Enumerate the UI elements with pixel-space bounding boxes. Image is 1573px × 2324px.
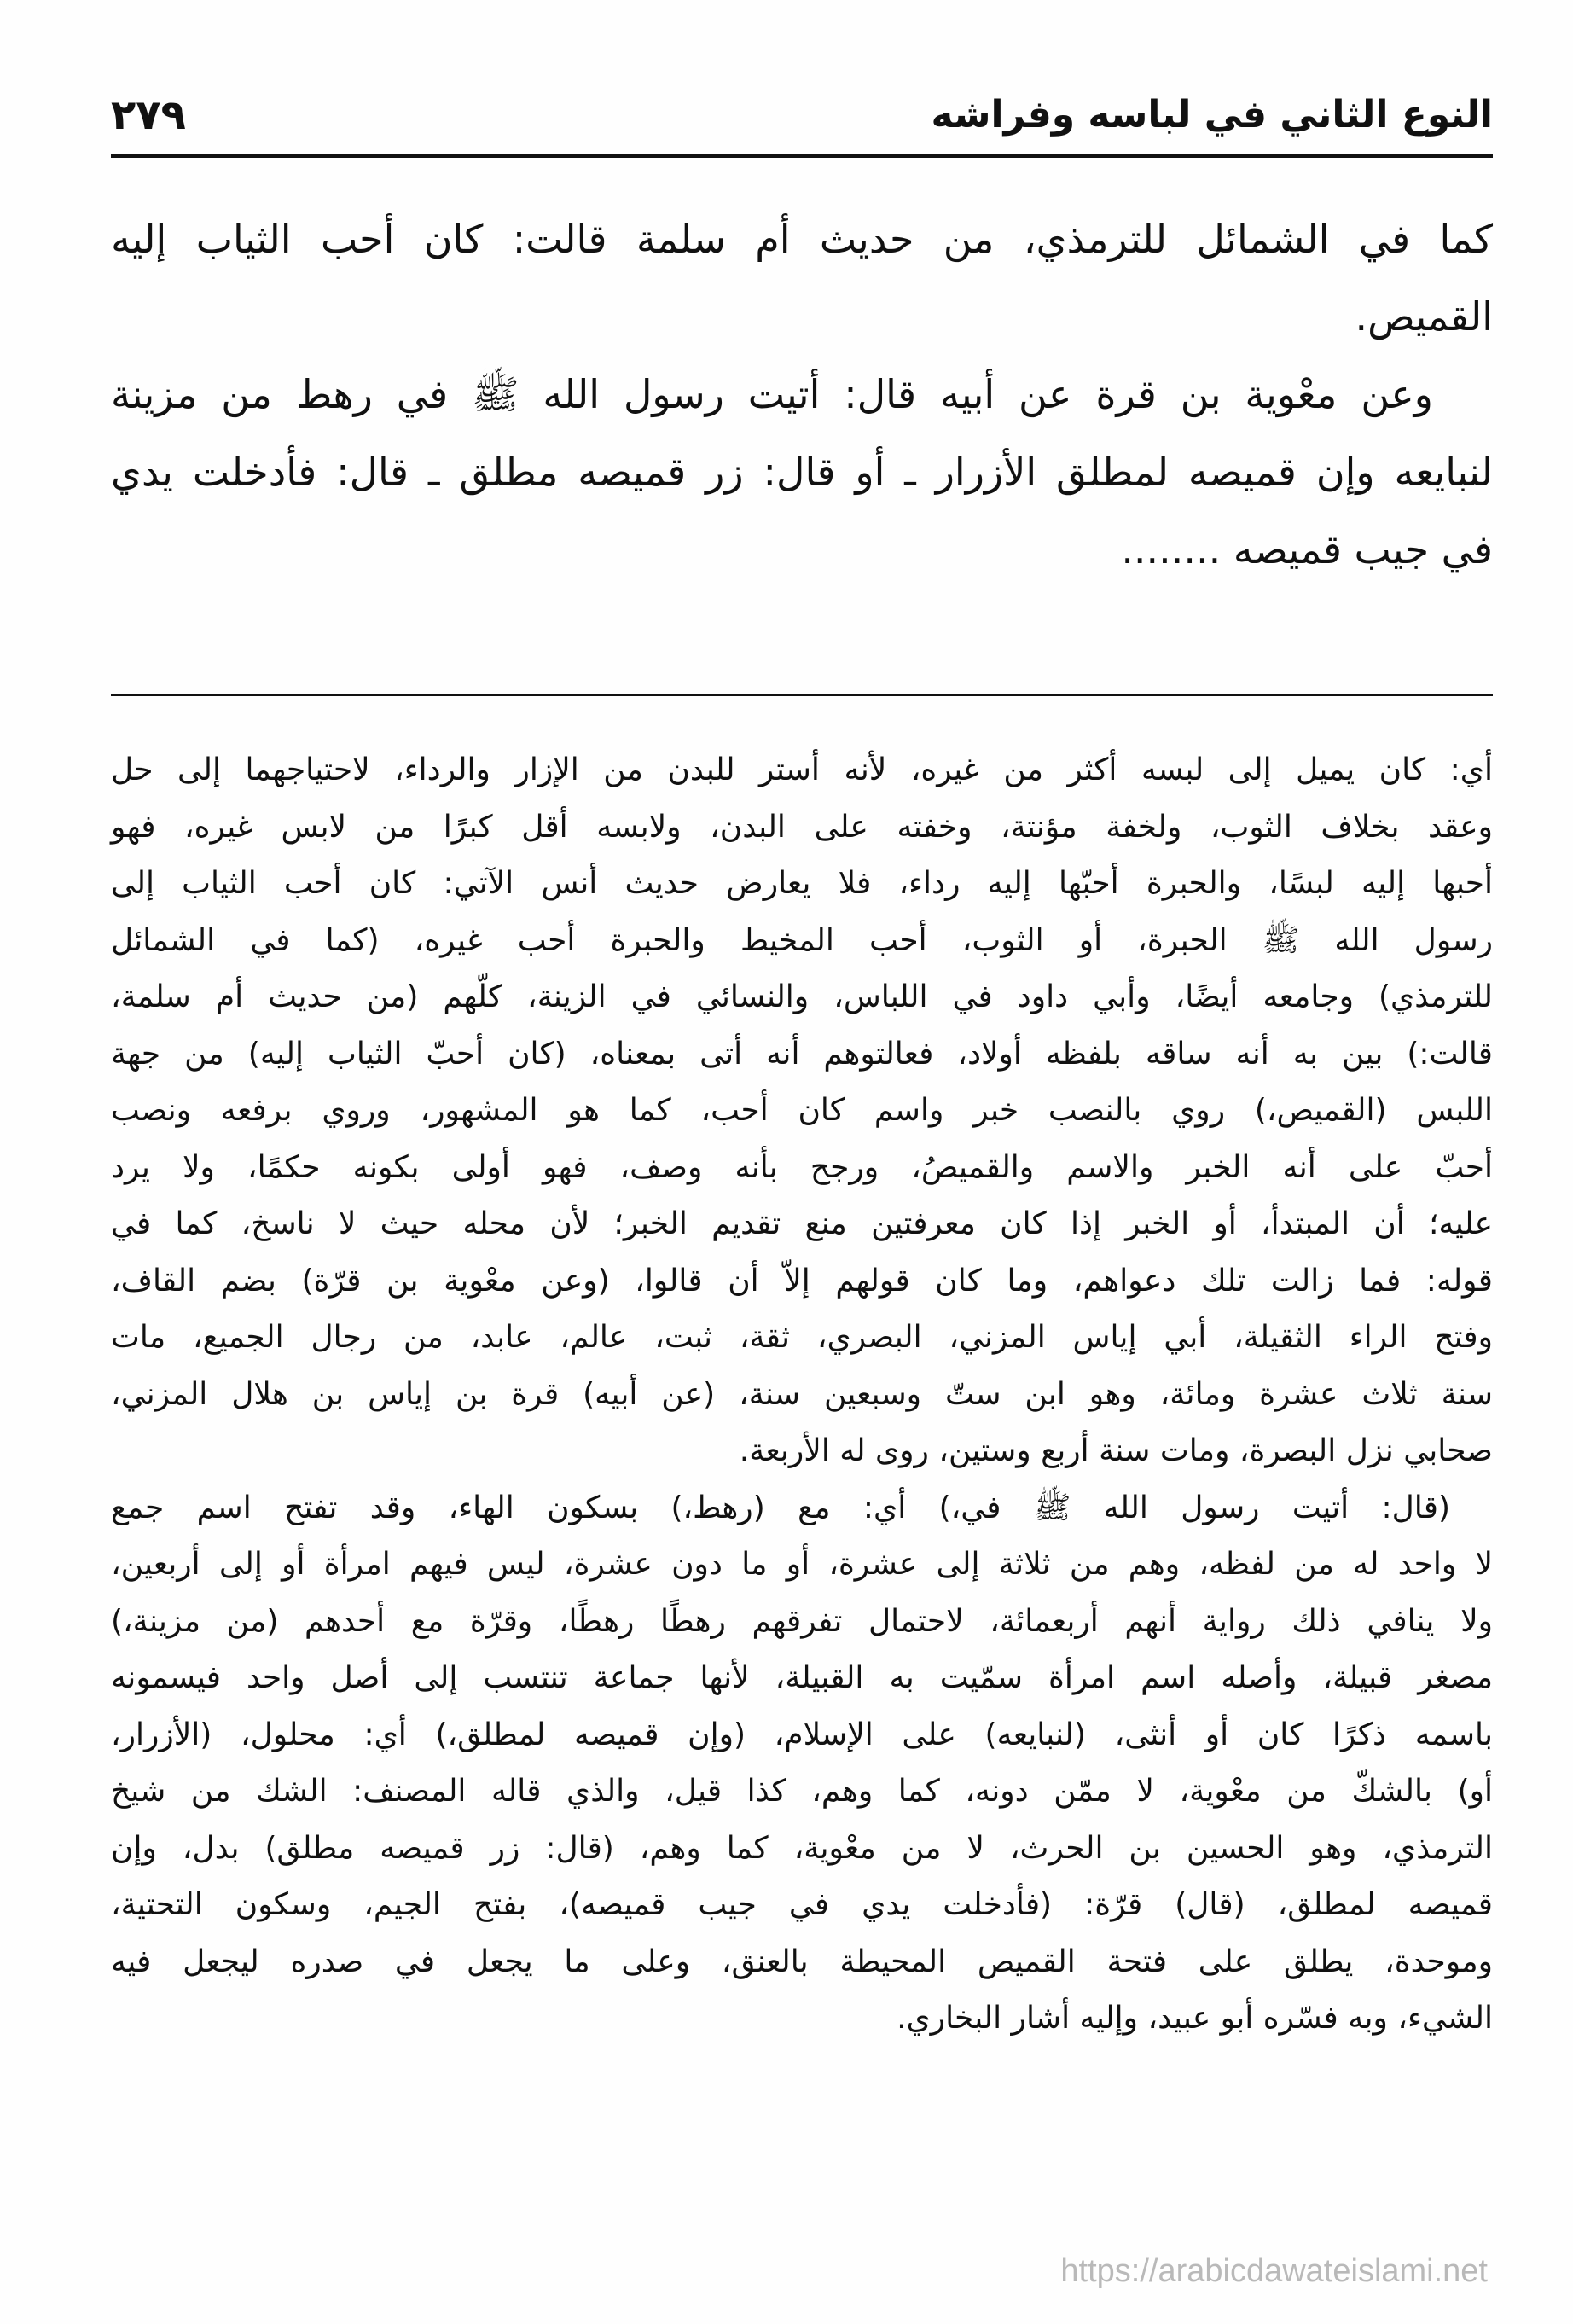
sharh-line: قميصه لمطلق، (قال) قرّة: (فأدخلت يدي في جيب قميصه)، بفتح الجيم، وسكون التحتية، xyxy=(111,1887,1493,1922)
header-rule xyxy=(111,154,1493,158)
matn-line: كما في الشمائل للترمذي، من حديث أم سلمة قالت: كان أحب الثياب إليه xyxy=(111,216,1493,262)
sharh-line: أو) بالشكّ من معْوية، لا ممّن دونه، كما وهم، كذا قيل، والذي قاله المصنف: الشك من شيخ xyxy=(111,1774,1493,1809)
sharh-line: وعقد بخلاف الثوب، ولخفة مؤنتة، وخفته على البدن، ولابسه أقل كبرًا من لابس غيره، فهو xyxy=(111,809,1493,845)
sharh-line: (قال: أتيت رسول الله ﷺ في،) أي: مع (رهط،) بسكون الهاء، وقد تفتح اسم جمع xyxy=(111,1490,1450,1525)
matn-line: في جيب قميصه ........ xyxy=(1121,526,1493,572)
sharh-line: باسمه ذكرًا كان أو أنثى، (لنبايعه) على الإسلام، (وإن قميصه لمطلق،) أي: محلول، (الأزرار، xyxy=(111,1717,1493,1752)
matn-line: لنبايعه وإن قميصه لمطلق الأزرار ـ أو قال: زر قميصه مطلق ـ قال: فأدخلت يدي xyxy=(111,449,1493,495)
sharh-line: عليه؛ أن المبتدأ، أو الخبر إذا كان معرفتين منع تقديم الخبر؛ لأن محله حيث لا ناسخ، كما في xyxy=(111,1206,1493,1241)
book-page xyxy=(111,81,1493,2036)
sharh-line: قالت:) بين به أنه ساقه بلفظه أولاد، فعالتوهم أنه أتى بمعناه، (كان أحبّ الثياب إليه) من جهة xyxy=(111,1036,1493,1072)
sharh-commentary xyxy=(111,742,1493,2048)
page-number: ٢٧٩ xyxy=(111,91,186,139)
sharh-line: قوله: فما زالت تلك دعواهم، وما كان قولهم إلاّ أن قالوا، (وعن معْوية بن قرّة) بضم القاف، xyxy=(111,1263,1493,1299)
sharh-line: أحبّ على أنه الخبر والاسم والقميصُ، ورجح بأنه وصف، فهو أولى بكونه حكمًا، ولا يرد xyxy=(111,1149,1493,1185)
sharh-line: سنة ثلاث عشرة ومائة، وهو ابن ستّ وسبعين سنة، (عن أبيه) قرة بن إياس بن هلال المزني، xyxy=(111,1376,1493,1412)
divider-rule xyxy=(111,694,1493,696)
sharh-line: لا واحد له من لفظه، وهم من ثلاثة إلى عشرة، أو ما دون عشرة، ليس فيهم امرأة أو إلى أربعين، xyxy=(111,1547,1493,1582)
sharh-line: ولا ينافي ذلك رواية أنهم أربعمائة، لاحتمال تفرقهم رهطًا رهطًا، وقرّة مع أحدهم (من مزينة،) xyxy=(111,1603,1493,1639)
sharh-line: للترمذي) وجامعه أيضًا، وأبي داود في اللباس، والنسائي في الزينة، كلّهم (من حديث أم سلمة، xyxy=(111,979,1493,1014)
sharh-line: وفتح الراء الثقيلة، أبي إياس المزني، البصري، ثقة، ثبت، عالم، عابد، من رجال الجميع، مات xyxy=(111,1320,1493,1355)
matn-line: القميص. xyxy=(1355,293,1493,340)
matn-line: وعن معْوية بن قرة عن أبيه قال: أتيت رسول الله ﷺ في رهط من مزينة xyxy=(111,371,1433,417)
sharh-line: اللبس (القميص،) روي بالنصب خبر واسم كان أحب، كما هو المشهور، وروي برفعه ونصب xyxy=(111,1093,1493,1128)
watermark-url: https://arabicdawateislami.net xyxy=(1060,2253,1488,2289)
sharh-line: الترمذي، وهو الحسين بن الحرث، لا من معْوية، كما وهم، (قال: زر قميصه مطلق) بدل، وإن xyxy=(111,1830,1493,1866)
matn-text xyxy=(111,200,1493,589)
sharh-line: الشيء، وبه فسّره أبو عبيد، وإليه أشار البخاري. xyxy=(897,2001,1493,2036)
running-title: النوع الثاني في لباسه وفراشه xyxy=(931,93,1493,137)
sharh-line: أي: كان يميل إلى لبسه أكثر من غيره، لأنه أستر للبدن من الإزار والرداء، لاحتياجهما إلى حل xyxy=(111,752,1493,787)
sharh-line: وموحدة، يطلق على فتحة القميص المحيطة بالعنق، وعلى ما يجعل في صدره ليجعل فيه xyxy=(111,1943,1493,1979)
sharh-line: رسول الله ﷺ الحبرة، أو الثوب، أحب المخيط والحبرة أحب غيره، (كما في الشمائل xyxy=(111,922,1493,958)
sharh-line: أحبها إليه لبسًا، والحبرة أحبّها إليه رداء، فلا يعارض حديث أنس الآتي: كان أحب الثياب إلى xyxy=(111,866,1493,901)
sharh-line: صحابي نزل البصرة، ومات سنة أربع وستين، روى له الأربعة. xyxy=(739,1433,1493,1468)
page-header xyxy=(111,81,1493,149)
sharh-line: مصغر قبيلة، وأصله اسم امرأة سمّيت به القبيلة، لأنها جماعة تنتسب إلى أصل واحد فيسمونه xyxy=(111,1660,1493,1695)
